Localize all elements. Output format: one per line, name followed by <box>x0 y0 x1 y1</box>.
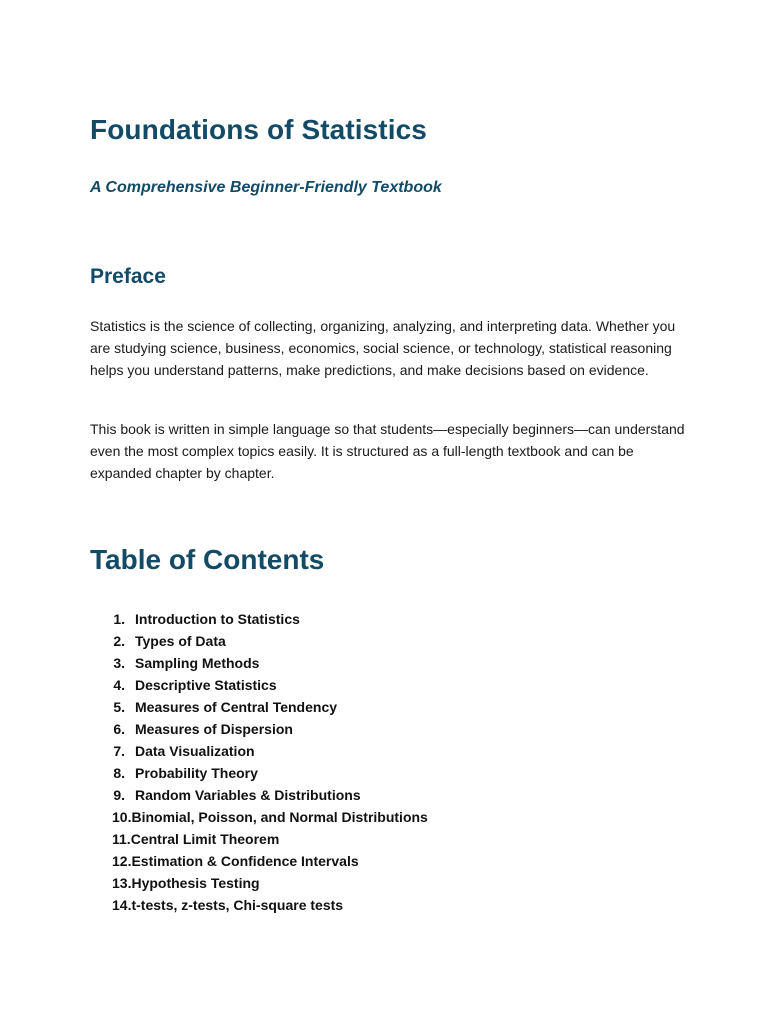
toc-item <box>90 740 428 762</box>
preface-paragraph-2: This book is written in simple language so that students—especially beginners—can understand even the most complex topics easily. It is structured as a full-length textbook and can be expanded chapter by chapter. <box>90 421 685 481</box>
toc-item-number: 12. <box>112 853 132 869</box>
toc-item-number: 10. <box>112 809 132 825</box>
toc-item-number: 1. <box>113 611 125 627</box>
preface-heading: Preface <box>90 265 166 288</box>
toc-item-label: Probability Theory <box>135 765 258 781</box>
toc-item-number: 11. <box>112 831 131 847</box>
toc-item <box>90 652 428 674</box>
toc-item-number: 3. <box>113 655 125 671</box>
toc-item-label: Descriptive Statistics <box>135 677 277 693</box>
toc-item <box>90 872 428 894</box>
toc-item <box>90 674 428 696</box>
toc-list <box>90 608 428 916</box>
toc-item-label: Sampling Methods <box>135 655 260 671</box>
toc-item-number: 14. <box>112 897 132 913</box>
toc-heading: Table of Contents <box>90 544 325 575</box>
toc-item-label: Central Limit Theorem <box>130 831 280 847</box>
toc-item <box>90 762 428 784</box>
toc-item <box>90 718 428 740</box>
toc-item-number: 4. <box>113 677 125 693</box>
toc-item-number: 5. <box>113 699 125 715</box>
toc-item-number: 9. <box>113 787 125 803</box>
toc-item-number: 6. <box>113 721 125 737</box>
toc-item-number: 2. <box>113 633 125 649</box>
toc-item-label: Types of Data <box>135 633 226 649</box>
toc-item <box>90 894 428 916</box>
toc-item <box>90 784 428 806</box>
toc-item-label: Measures of Dispersion <box>135 721 293 737</box>
toc-item <box>90 806 428 828</box>
toc-item-label: Measures of Central Tendency <box>135 699 338 715</box>
preface-paragraph-1: Statistics is the science of collecting, organizing, analyzing, and interpreting data. Whether you are studying science, business, economics, social science, or technology, statistical reasoning helps you understand patterns, make predictions, and make decisions based on evidence. <box>90 318 676 378</box>
toc-item-label: Random Variables & Distributions <box>135 787 361 803</box>
toc-item-label: Estimation & Confidence Intervals <box>131 853 359 869</box>
document-title: Foundations of Statistics <box>90 114 427 145</box>
toc-item-label: t-tests, z-tests, Chi-square tests <box>131 897 344 913</box>
toc-item-label: Hypothesis Testing <box>131 875 260 891</box>
document-subtitle: A Comprehensive Beginner-Friendly Textbook <box>90 179 442 196</box>
toc-item-number: 13. <box>112 875 132 891</box>
toc-item <box>90 828 428 850</box>
toc-item <box>90 696 428 718</box>
toc-item <box>90 850 428 872</box>
toc-item <box>90 630 428 652</box>
toc-item <box>90 608 428 630</box>
toc-item-label: Data Visualization <box>135 743 255 759</box>
toc-item-label: Introduction to Statistics <box>135 611 300 627</box>
toc-item-label: Binomial, Poisson, and Normal Distributions <box>131 809 428 825</box>
toc-item-number: 7. <box>113 743 125 759</box>
toc-item-number: 8. <box>113 765 125 781</box>
